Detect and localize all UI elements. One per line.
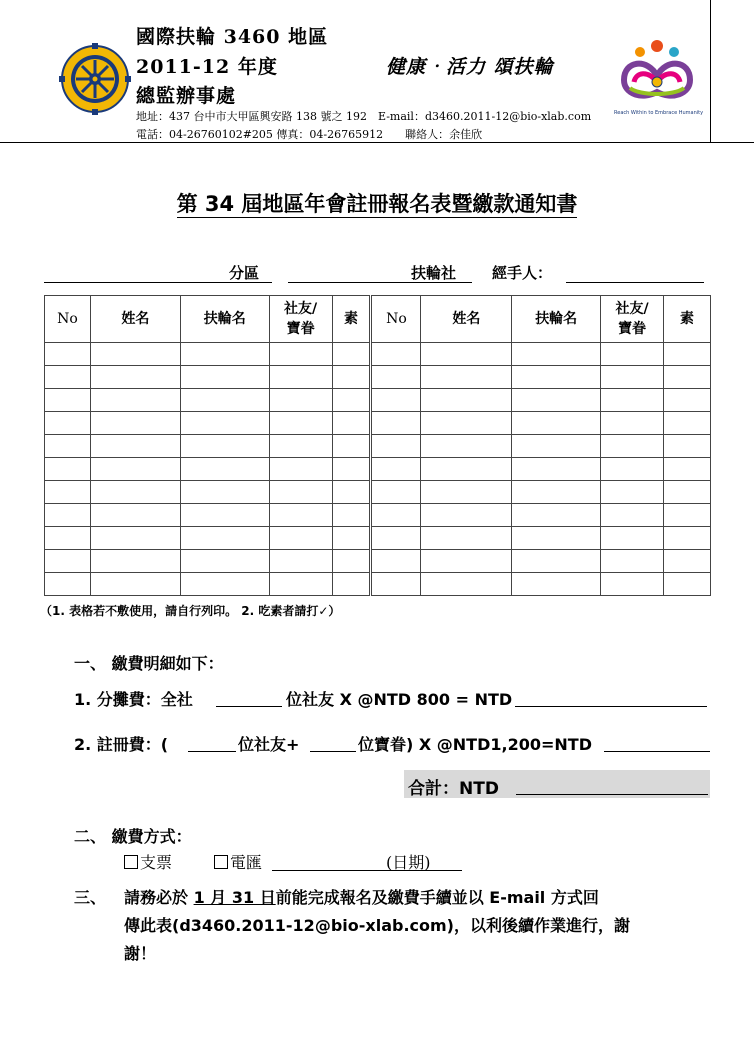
transfer-date-label: (日期) [386,853,431,872]
table-cell[interactable] [371,481,421,504]
check-label: 支票 [140,853,173,872]
fee2-member-count[interactable] [188,733,236,752]
table-cell[interactable] [180,366,269,389]
table-cell[interactable] [371,343,421,366]
table-cell[interactable] [371,458,421,481]
table-cell[interactable] [664,412,711,435]
table-cell[interactable] [664,481,711,504]
table-cell[interactable] [269,458,332,481]
col-rotary-name: 扶輪名 [180,296,269,343]
table-cell[interactable] [512,458,601,481]
fee1-member-count[interactable] [216,688,282,707]
table-cell[interactable] [90,527,180,550]
table-cell[interactable] [601,435,664,458]
table-cell[interactable] [269,504,332,527]
table-cell[interactable] [371,573,421,596]
table-cell[interactable] [664,573,711,596]
table-cell[interactable] [512,481,601,504]
table-cell[interactable] [332,435,371,458]
fee1-amount[interactable] [515,688,707,707]
table-cell[interactable] [45,573,91,596]
table-cell[interactable] [269,435,332,458]
handler-field[interactable] [566,264,704,283]
table-cell[interactable] [90,412,180,435]
table-row [45,458,711,481]
table-cell[interactable] [45,527,91,550]
table-cell[interactable] [601,366,664,389]
table-cell[interactable] [180,573,269,596]
payment-transfer-option[interactable] [214,850,262,873]
table-cell[interactable] [269,573,332,596]
fee1-label: 1. 分攤費：全社 [74,690,193,709]
table-cell[interactable] [332,573,371,596]
table-cell[interactable] [90,481,180,504]
table-cell[interactable] [601,458,664,481]
table-cell[interactable] [180,481,269,504]
fee2-member-label: 位社友+ [238,735,300,754]
table-cell[interactable] [90,343,180,366]
header-right-border [710,0,711,143]
table-cell[interactable] [45,343,91,366]
col-no: No [45,296,91,343]
table-cell[interactable] [371,550,421,573]
table-cell[interactable] [664,389,711,412]
handler-label: 經手人： [492,264,553,282]
table-cell[interactable] [90,573,180,596]
table-cell[interactable] [180,412,269,435]
section3-line1-b: 前能完成報名及繳費手續並以 E-mail 方式回 [275,888,599,907]
table-cell[interactable] [332,481,371,504]
table-cell[interactable] [269,343,332,366]
table-cell[interactable] [421,412,512,435]
col-rotary-name-2: 扶輪名 [512,296,601,343]
table-cell[interactable] [45,550,91,573]
table-cell[interactable] [332,458,371,481]
transfer-label: 電匯 [230,853,263,872]
col-member-type-2: 社友/ 寶眷 [601,296,664,343]
total-label: 合計：NTD [408,779,499,799]
transfer-checkbox[interactable] [214,855,228,869]
table-cell[interactable] [512,389,601,412]
table-cell[interactable] [512,343,601,366]
table-cell[interactable] [664,366,711,389]
district-label: 分區 [229,264,260,282]
section3-line2: 傳此表(d3460.2011-12@bio-xlab.com)，以利後續作業進行，謝 [124,916,630,935]
table-cell[interactable] [180,435,269,458]
table-cell[interactable] [269,527,332,550]
table-cell[interactable] [45,412,91,435]
col-member-type: 社友/ 寶眷 [269,296,332,343]
header-divider [0,142,754,143]
office-address: 地址：437 台中市大甲區興安路 138 號之 192 E-mail：d3460.2011-12@bio-xlab.com [136,110,592,123]
table-cell[interactable] [601,504,664,527]
table-cell[interactable] [332,389,371,412]
registration-table [44,295,711,596]
table-cell[interactable] [332,343,371,366]
table-cell[interactable] [601,481,664,504]
fee2-label: 2. 註冊費：( [74,735,169,754]
table-cell[interactable] [601,389,664,412]
table-row [45,504,711,527]
table-header-row [45,296,711,343]
table-cell[interactable] [90,389,180,412]
table-cell[interactable] [512,573,601,596]
section3-number: 三、 [74,888,107,907]
table-cell[interactable] [371,389,421,412]
table-note: （1. 表格若不敷使用，請自行列印。 2. 吃素者請打✓） [40,604,341,618]
table-cell[interactable] [421,504,512,527]
section3-line3: 謝！ [124,944,157,963]
governor-office: 總監辦事處 [136,85,237,107]
table-cell[interactable] [421,573,512,596]
rotary-year: 2011-12 年度 [136,56,278,78]
table-cell[interactable] [332,504,371,527]
table-cell[interactable] [180,527,269,550]
table-cell[interactable] [180,550,269,573]
col-vegetarian-2: 素 [664,296,711,343]
col-name: 姓名 [90,296,180,343]
table-cell[interactable] [421,389,512,412]
table-cell[interactable] [421,458,512,481]
payment-check-option[interactable] [124,850,172,873]
table-cell[interactable] [45,366,91,389]
form-title: 第 34 屆地區年會註冊報名表暨繳款通知書 [176,192,578,216]
table-cell[interactable] [371,435,421,458]
slogan: 健康‧活力 頌扶輪 [386,56,554,78]
table-cell[interactable] [371,366,421,389]
table-cell[interactable] [664,550,711,573]
table-cell[interactable] [664,435,711,458]
check-checkbox[interactable] [124,855,138,869]
section2-heading: 二、 繳費方式： [74,827,192,846]
section3-line1-a: 請務必於 [124,888,194,907]
table-cell[interactable] [90,435,180,458]
table-cell[interactable] [664,343,711,366]
table-cell[interactable] [45,389,91,412]
table-cell[interactable] [601,412,664,435]
table-row [45,435,711,458]
table-cell[interactable] [45,435,91,458]
table-cell[interactable] [601,527,664,550]
table-cell[interactable] [421,481,512,504]
table-cell[interactable] [421,550,512,573]
theme-logo [614,36,704,116]
club-label: 扶輪社 [411,264,457,282]
table-cell[interactable] [180,504,269,527]
transfer-date-field[interactable] [272,852,462,871]
table-cell[interactable] [512,504,601,527]
table-cell[interactable] [421,435,512,458]
table-cell[interactable] [269,412,332,435]
table-cell[interactable] [90,504,180,527]
table-cell[interactable] [601,343,664,366]
fee2-amount[interactable] [604,733,710,752]
table-row [45,550,711,573]
table-cell[interactable] [269,389,332,412]
table-row [45,527,711,550]
table-cell[interactable] [332,366,371,389]
table-cell[interactable] [371,527,421,550]
fee2-family-count[interactable] [310,733,356,752]
total-amount[interactable] [516,776,708,795]
table-row [45,366,711,389]
deadline-date: 1 月 31 日 [193,888,276,907]
table-cell[interactable] [371,412,421,435]
table-cell[interactable] [601,550,664,573]
table-cell[interactable] [332,527,371,550]
table-cell[interactable] [269,550,332,573]
col-no-2: No [371,296,421,343]
table-cell[interactable] [421,527,512,550]
table-cell[interactable] [664,504,711,527]
table-cell[interactable] [421,366,512,389]
table-cell[interactable] [269,481,332,504]
table-cell[interactable] [90,458,180,481]
table-row [45,343,711,366]
theme-logo-caption: Reach Within to Embrace Humanity [614,110,704,116]
table-cell[interactable] [180,343,269,366]
fee1-rate: 位社友 X @NTD 800 = NTD [286,690,513,709]
table-row [45,481,711,504]
section3-line1 [124,885,599,908]
table-cell[interactable] [45,481,91,504]
table-cell[interactable] [512,366,601,389]
table-cell[interactable] [45,458,91,481]
office-phone: 電話：04-26760102#205 傳真：04-26765912 聯絡人：余佳欣 [136,128,483,141]
table-cell[interactable] [512,412,601,435]
table-cell[interactable] [512,435,601,458]
table-cell[interactable] [180,458,269,481]
table-cell[interactable] [664,527,711,550]
col-vegetarian: 素 [332,296,371,343]
table-row [45,412,711,435]
table-cell[interactable] [512,550,601,573]
table-cell[interactable] [332,412,371,435]
table-cell[interactable] [90,550,180,573]
table-row [45,573,711,596]
table-cell[interactable] [269,366,332,389]
table-cell[interactable] [601,573,664,596]
org-name: 國際扶輪 3460 地區 [136,26,329,48]
col-name-2: 姓名 [421,296,512,343]
rotary-wheel-logo [58,42,132,116]
table-cell[interactable] [512,527,601,550]
table-cell[interactable] [90,366,180,389]
table-cell[interactable] [180,389,269,412]
table-row [45,389,711,412]
table-cell[interactable] [421,343,512,366]
fee2-rate: 位寶眷) X @NTD1,200=NTD [358,735,592,754]
table-cell[interactable] [664,458,711,481]
table-cell[interactable] [45,504,91,527]
table-cell[interactable] [332,550,371,573]
section1-heading: 一、 繳費明細如下： [74,654,224,673]
table-cell[interactable] [371,504,421,527]
